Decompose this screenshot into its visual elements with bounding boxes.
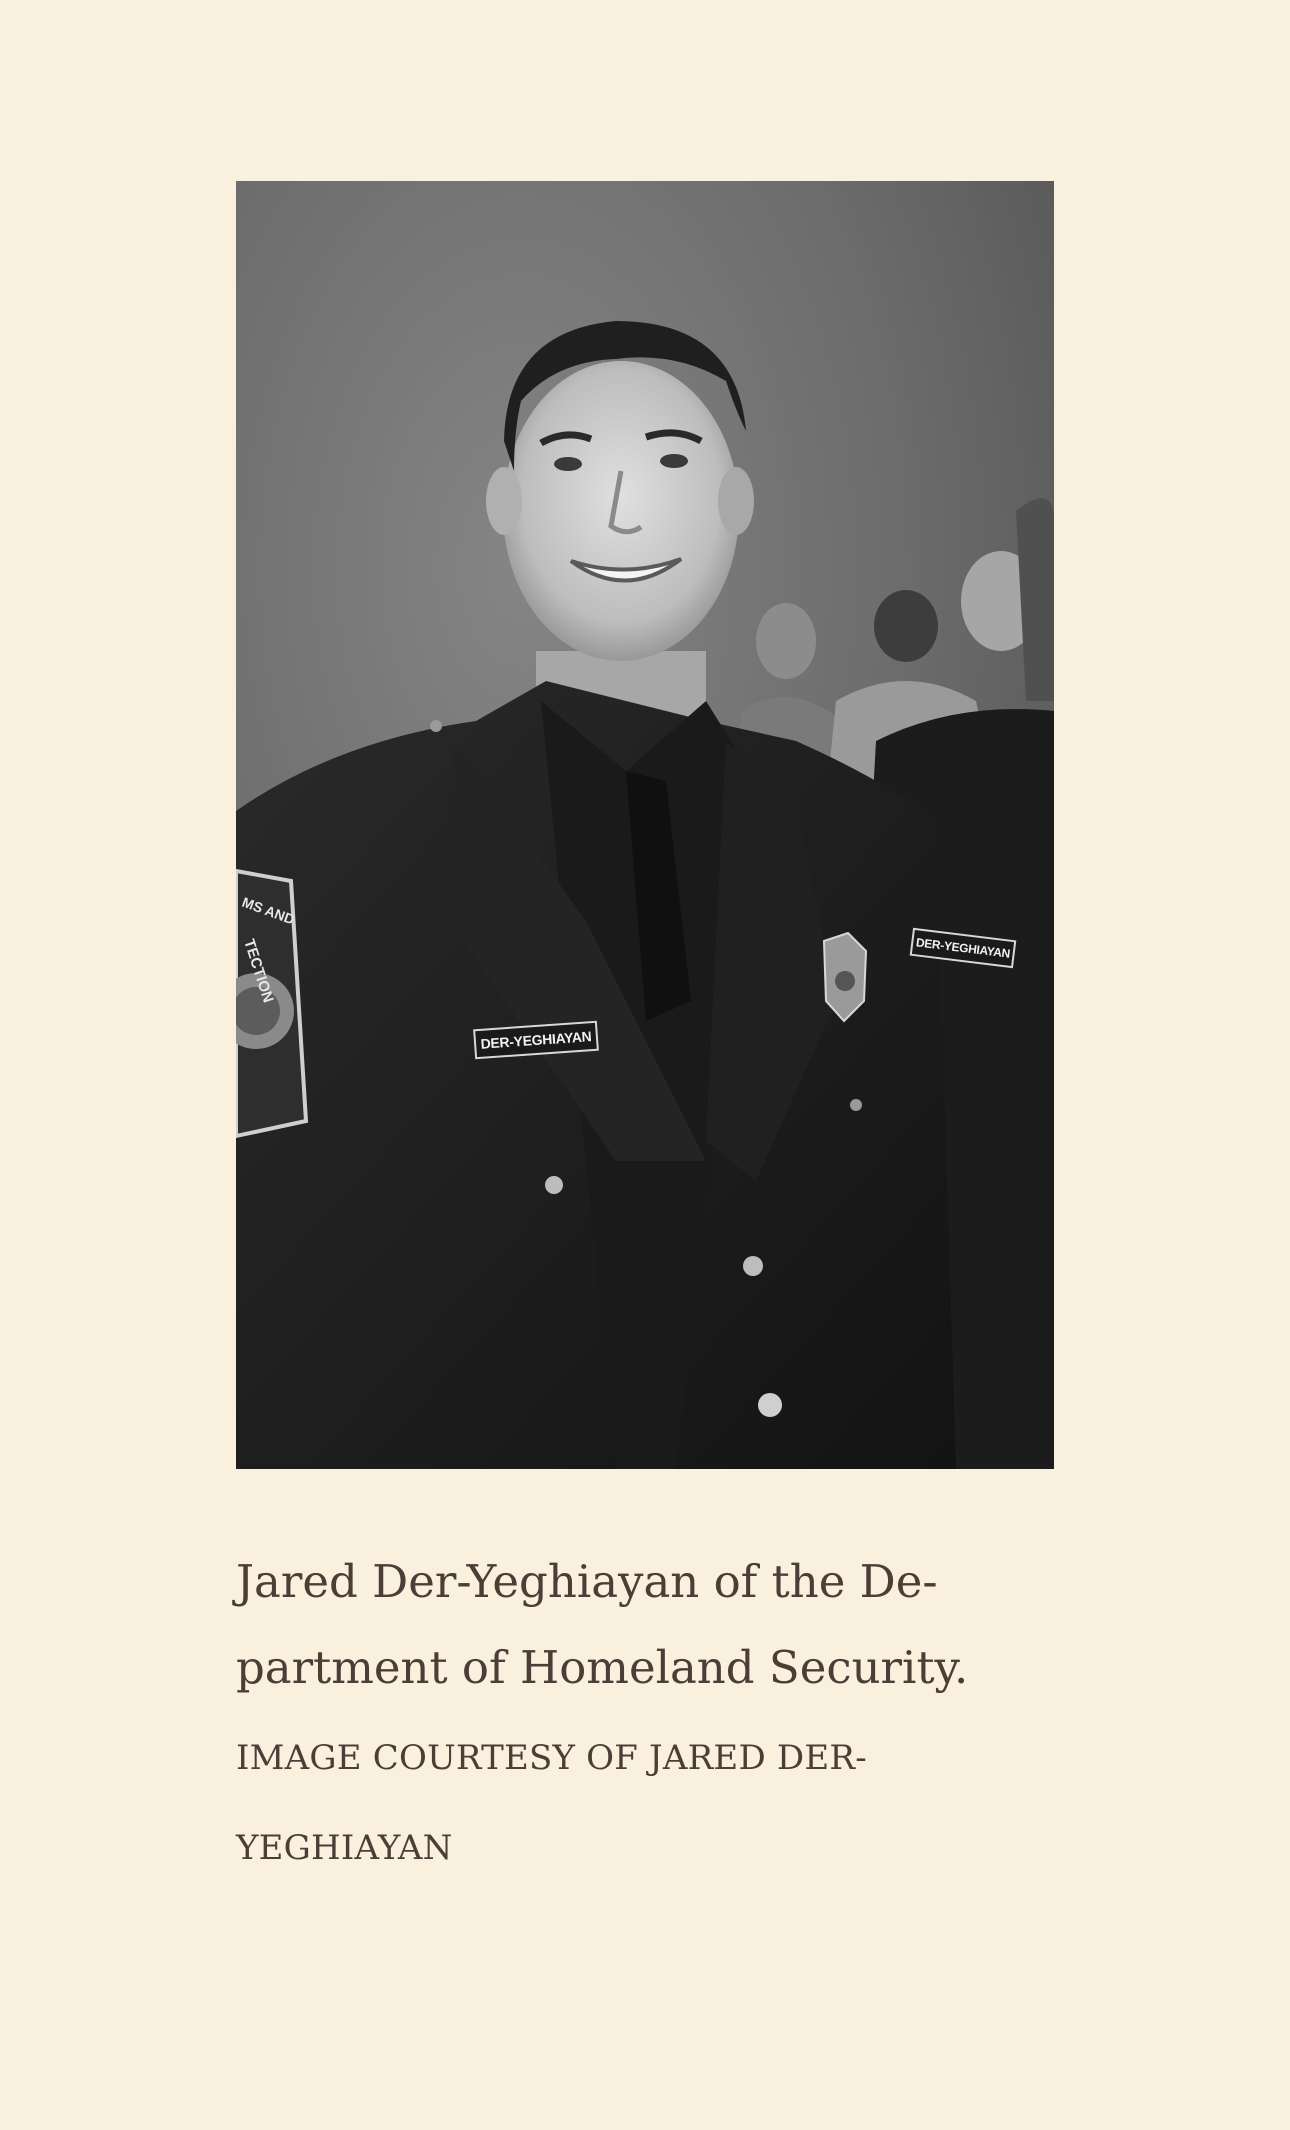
caption-text	[236, 1539, 1054, 1711]
name-tag-second: DER-YEGHIAYAN	[910, 928, 1017, 968]
caption-line-2: partment of Homeland Security.	[236, 1641, 969, 1694]
name-tag-main: DER-YEGHIAYAN	[473, 1021, 599, 1060]
figure-caption	[236, 1539, 1054, 1893]
portrait-photo-graphic	[236, 181, 1054, 1469]
article-figure	[236, 181, 1054, 1893]
patch-text-top: MS AND	[239, 893, 297, 928]
image-credit	[236, 1713, 1054, 1893]
portrait-photo	[236, 181, 1054, 1469]
patch-text-bottom: TECTION	[240, 936, 277, 1005]
image-credit-line-1: IMAGE COURTESY OF JARED DER-	[236, 1738, 867, 1778]
caption-line-1: Jared Der-Yeghiayan of the De-	[236, 1555, 938, 1608]
image-credit-line-2: YEGHIAYAN	[236, 1828, 453, 1868]
